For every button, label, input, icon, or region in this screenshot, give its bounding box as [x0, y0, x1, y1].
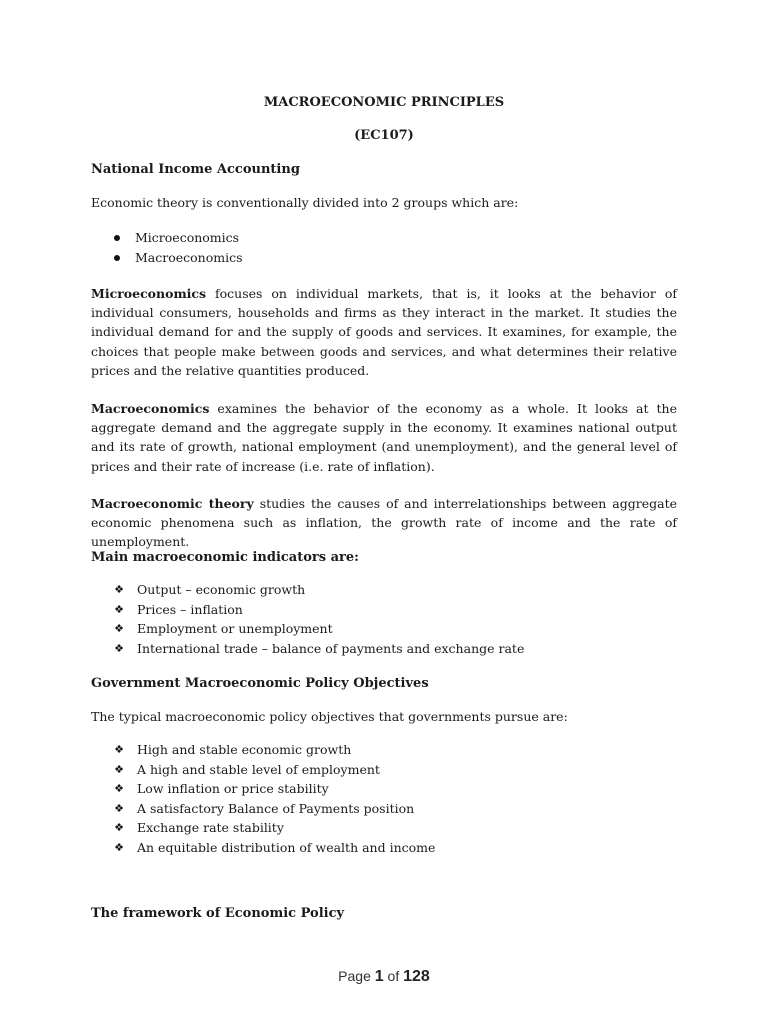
list-item [110, 248, 243, 268]
theory-lead: Macroeconomic theory [91, 496, 254, 511]
list-item [112, 760, 435, 780]
list-item [112, 639, 524, 659]
macro-paragraph [91, 399, 677, 476]
list-item-text: Microeconomics [135, 230, 240, 245]
indicators-heading: Main macroeconomic indicators are: [91, 550, 359, 565]
bullet-dot-icon [114, 255, 120, 261]
list-item [112, 838, 435, 858]
diamond-bullet-icon: ❖ [114, 840, 124, 854]
list-item-text: Employment or unemployment [137, 621, 333, 636]
bullet-dot-icon [114, 235, 120, 241]
diamond-bullet-icon: ❖ [114, 762, 124, 776]
theory-paragraph [91, 494, 677, 552]
list-item-text: Output – economic growth [137, 582, 306, 597]
current-page-number: 1 [374, 968, 384, 985]
list-item [112, 779, 435, 799]
framework-heading: The framework of Economic Policy [91, 906, 345, 921]
list-item-text: Macroeconomics [135, 249, 243, 265]
of-word: of [387, 968, 400, 984]
list-item-text: High and stable economic growth [137, 742, 352, 757]
course-code: (EC107) [354, 128, 414, 143]
section-heading-national-income: National Income Accounting [91, 162, 300, 177]
diamond-bullet-icon: ❖ [114, 622, 124, 635]
list-item-text: Low inflation or price stability [137, 781, 329, 796]
diamond-bullet-icon: ❖ [114, 801, 124, 815]
list-item [112, 818, 435, 838]
diamond-bullet-icon: ❖ [114, 743, 124, 756]
list-item-text: Prices – inflation [137, 601, 243, 617]
indicators-list [112, 580, 524, 658]
diamond-bullet-icon: ❖ [114, 782, 124, 795]
page-footer [0, 968, 768, 986]
diamond-bullet-icon: ❖ [114, 583, 124, 596]
theory-text: studies the causes of and interrelationships between aggregate economic phenomena such as inflation, the growth rate of income and the rate of unemployment. [91, 496, 677, 550]
list-item [112, 619, 524, 639]
list-item-text: A satisfactory Balance of Payments position [137, 800, 415, 816]
document-title: MACROECONOMIC PRINCIPLES [263, 95, 505, 110]
macro-text: examines the behavior of the economy as a whole. It looks at the aggregate demand and the aggregate supply in the economy. It examines national output and its rate of growth, national employment (and unemployment), and the general level of prices and their rate of increase (i.e. rate of inflation). [91, 401, 677, 474]
objectives-list [112, 740, 435, 857]
groups-list [110, 228, 243, 267]
list-item [112, 740, 435, 760]
policy-heading: Government Macroeconomic Policy Objectives [91, 676, 429, 691]
diamond-bullet-icon: ❖ [114, 821, 124, 834]
list-item-text: Exchange rate stability [137, 820, 284, 835]
macro-lead: Macroeconomics [91, 401, 210, 416]
page-word: Page [338, 968, 371, 984]
micro-text: focuses on individual markets, that is, it looks at the behavior of individual consumers, households and firms as they interact in the market. It studies the individual demand for and the supply of goods and services. It examines, for example, the choices that people make between goods and services, and what determines their relative prices and the relative quantities produced. [91, 286, 677, 378]
total-pages: 128 [403, 968, 430, 985]
micro-paragraph [91, 284, 677, 380]
policy-intro: The typical macroeconomic policy objectives that governments pursue are: [91, 709, 568, 724]
list-item-text: A high and stable level of employment [137, 761, 380, 777]
diamond-bullet-icon: ❖ [114, 602, 124, 616]
list-item [110, 228, 243, 248]
list-item [112, 799, 435, 819]
diamond-bullet-icon: ❖ [114, 641, 124, 655]
list-item-text: International trade – balance of payments and exchange rate [137, 640, 525, 656]
intro-paragraph: Economic theory is conventionally divided into 2 groups which are: [91, 195, 519, 210]
micro-lead: Microeconomics [91, 286, 207, 301]
list-item [112, 600, 524, 620]
list-item-text: An equitable distribution of wealth and income [137, 839, 436, 855]
list-item [112, 580, 524, 600]
